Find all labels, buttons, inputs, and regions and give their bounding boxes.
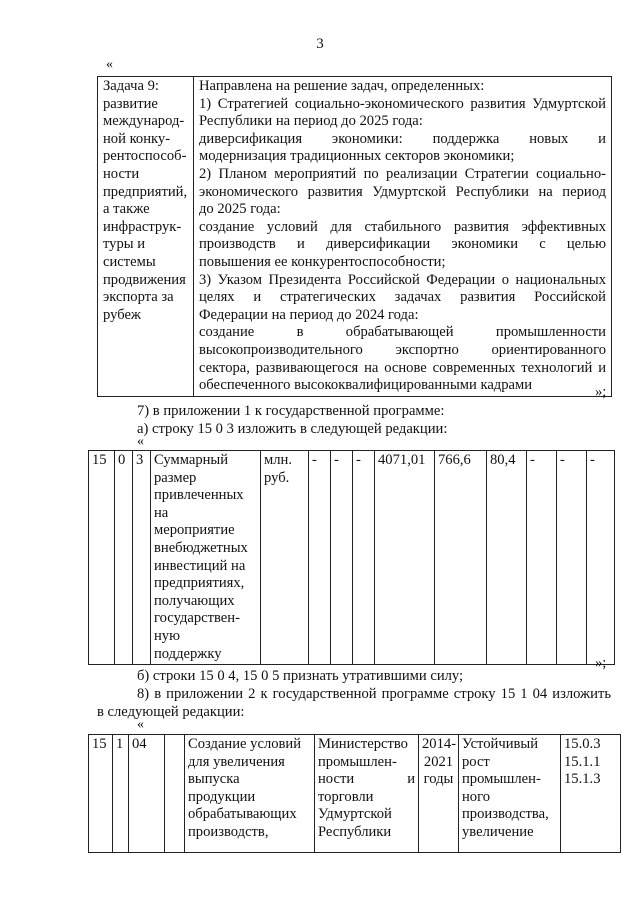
measure-line: выпуска — [188, 771, 240, 788]
period-line: годы — [423, 771, 454, 788]
indicator-line: внебюджетных — [154, 539, 248, 556]
value-cell: - — [331, 451, 353, 665]
value-cell: - — [353, 451, 375, 665]
desc-line: высокопроизводительного экспортно ориентированного — [199, 341, 606, 358]
desc-line: до 2025 года: — [199, 201, 281, 218]
para-8-line-2: в следующей редакции: — [97, 704, 245, 720]
measure-line: продукции — [188, 788, 256, 805]
executor-line: ности и — [318, 771, 415, 788]
task-line: развитие — [103, 95, 158, 112]
para-7b: б) строки 15 0 4, 15 0 5 признать утратившими силу; — [137, 668, 464, 684]
task-line: а также — [103, 201, 150, 218]
result-line: Устойчивый — [462, 736, 539, 752]
result-line: рост — [462, 753, 490, 770]
executor-cell — [315, 735, 419, 853]
unit-line: млн. — [264, 452, 292, 468]
executor-line: торговли — [318, 788, 374, 805]
result-cell — [459, 735, 561, 853]
task-line: туры и — [103, 236, 146, 253]
desc-line: создание условий для стабильного развития эффективных — [199, 218, 606, 235]
desc-line: 3) Указом Президента Российской Федерации о национальных — [199, 271, 606, 288]
desc-line: Направлена на решение задач, определенных: — [199, 78, 485, 94]
indicator-line: государствен- — [154, 610, 240, 627]
task-line: рубеж — [103, 306, 142, 323]
row-code-1: 15 — [89, 451, 115, 665]
result-line: ного — [462, 788, 491, 805]
task-line: предприятий, — [103, 183, 188, 200]
task-line: системы — [103, 253, 156, 270]
period-line: 2021 — [423, 753, 454, 770]
indicator-line: привлеченных — [154, 487, 244, 504]
value-cell: - — [557, 451, 587, 665]
desc-line: 1) Стратегией социально-экономического развития Удмуртской — [199, 95, 606, 112]
desc-line: Республики на период до 2025 года: — [199, 113, 423, 130]
para-7a: а) строку 15 0 3 изложить в следующей редакции: — [137, 421, 448, 437]
task-title-cell — [98, 77, 194, 397]
indicator-line: предприятиях, — [154, 575, 245, 592]
value-cell: - — [309, 451, 331, 665]
indicator-line: ную — [154, 627, 181, 644]
executor-line: Министерство — [318, 736, 408, 752]
value-cell: - — [587, 451, 615, 665]
task-table — [97, 76, 612, 397]
indicator-line: Суммарный — [154, 452, 229, 468]
para-7: 7) в приложении 1 к государственной программе: — [137, 403, 445, 419]
result-line: производства, — [462, 806, 549, 823]
desc-line: обеспеченного высококвалифицированными кадрами — [199, 377, 533, 394]
page-number: 3 — [316, 36, 324, 52]
value-cell: 766,6 — [435, 451, 487, 665]
row-15-0-3-table — [88, 450, 615, 665]
value-cell: 4071,01 — [375, 451, 435, 665]
desc-line: повышения ее конкурентоспособности; — [199, 253, 446, 270]
row-code-3: 3 — [133, 451, 151, 665]
executor-line: Удмуртской — [318, 806, 392, 823]
row-code-3: 04 — [129, 735, 165, 853]
desc-line: создание в обрабатывающей промышленности — [199, 324, 606, 341]
unit-cell — [261, 451, 309, 665]
para-8-line-1: 8) в приложении 2 к государственной программе строку 15 1 04 изложить — [137, 686, 611, 702]
quote-open-1: « — [106, 57, 113, 72]
task-line: продвижения — [103, 271, 186, 288]
result-line: увеличение — [462, 823, 534, 840]
task-line: экспорта за — [103, 289, 174, 306]
desc-line: Федерации на период до 2024 года: — [199, 306, 419, 323]
value-cell: 80,4 — [487, 451, 527, 665]
executor-line: промышлен- — [318, 753, 397, 770]
indicator-line: размер — [154, 469, 197, 486]
unit-line: руб. — [264, 469, 290, 486]
indicator-line: на — [154, 504, 169, 521]
measure-name-cell — [185, 735, 315, 853]
quote-open-3: « — [137, 717, 144, 732]
desc-line: 2) Планом мероприятий по реализации Стратегии социально- — [199, 165, 606, 182]
task-line: Задача 9: — [103, 78, 159, 94]
desc-line: диверсификация экономики: поддержка новых и — [199, 130, 606, 147]
indicator-line: получающих — [154, 592, 235, 609]
code-line: 15.0.3 — [564, 736, 601, 752]
period-line: 2014- — [422, 736, 457, 752]
desc-line: сектора, развивающегося на основе современных технологий и — [199, 359, 606, 376]
row-15-1-04-table — [88, 734, 621, 853]
row-code-2: 0 — [115, 451, 133, 665]
task-line: международ- — [103, 113, 185, 130]
indicator-line: поддержку — [154, 645, 222, 662]
measure-line: обрабатывающих — [188, 806, 297, 823]
quote-open-2: « — [137, 434, 144, 449]
result-line: промышлен- — [462, 771, 541, 788]
period-cell — [419, 735, 459, 853]
measure-line: производств, — [188, 823, 269, 840]
code-line: 15.1.3 — [564, 771, 601, 788]
task-line: инфраструк- — [103, 218, 182, 235]
executor-line: Республики — [318, 823, 392, 840]
value-cell: - — [527, 451, 557, 665]
measure-line: для увеличения — [188, 753, 285, 770]
indicator-name-cell — [151, 451, 261, 665]
task-line: ности — [103, 165, 140, 182]
indicator-line: мероприятие — [154, 522, 235, 539]
desc-line: модернизация традиционных секторов экономики; — [199, 148, 515, 165]
task-line: ной конку- — [103, 130, 171, 147]
desc-line: производств и диверсификации экономики с целью — [199, 236, 606, 253]
quote-close-2: »; — [595, 655, 607, 671]
task-description-cell — [194, 77, 612, 397]
row-code-1: 15 — [89, 735, 113, 853]
desc-line: целях и стратегических задачах развития Российской — [199, 289, 606, 306]
code-line: 15.1.1 — [564, 753, 601, 770]
indicator-line: инвестиций на — [154, 557, 246, 574]
task-line: рентоспособ- — [103, 148, 187, 165]
row-code-4 — [165, 735, 185, 853]
quote-close-1: »; — [595, 384, 607, 400]
measure-line: Создание условий — [188, 736, 302, 752]
desc-line: экономического развития Удмуртской Республики на период — [199, 183, 606, 200]
row-code-2: 1 — [113, 735, 129, 853]
indicator-codes-cell — [561, 735, 621, 853]
